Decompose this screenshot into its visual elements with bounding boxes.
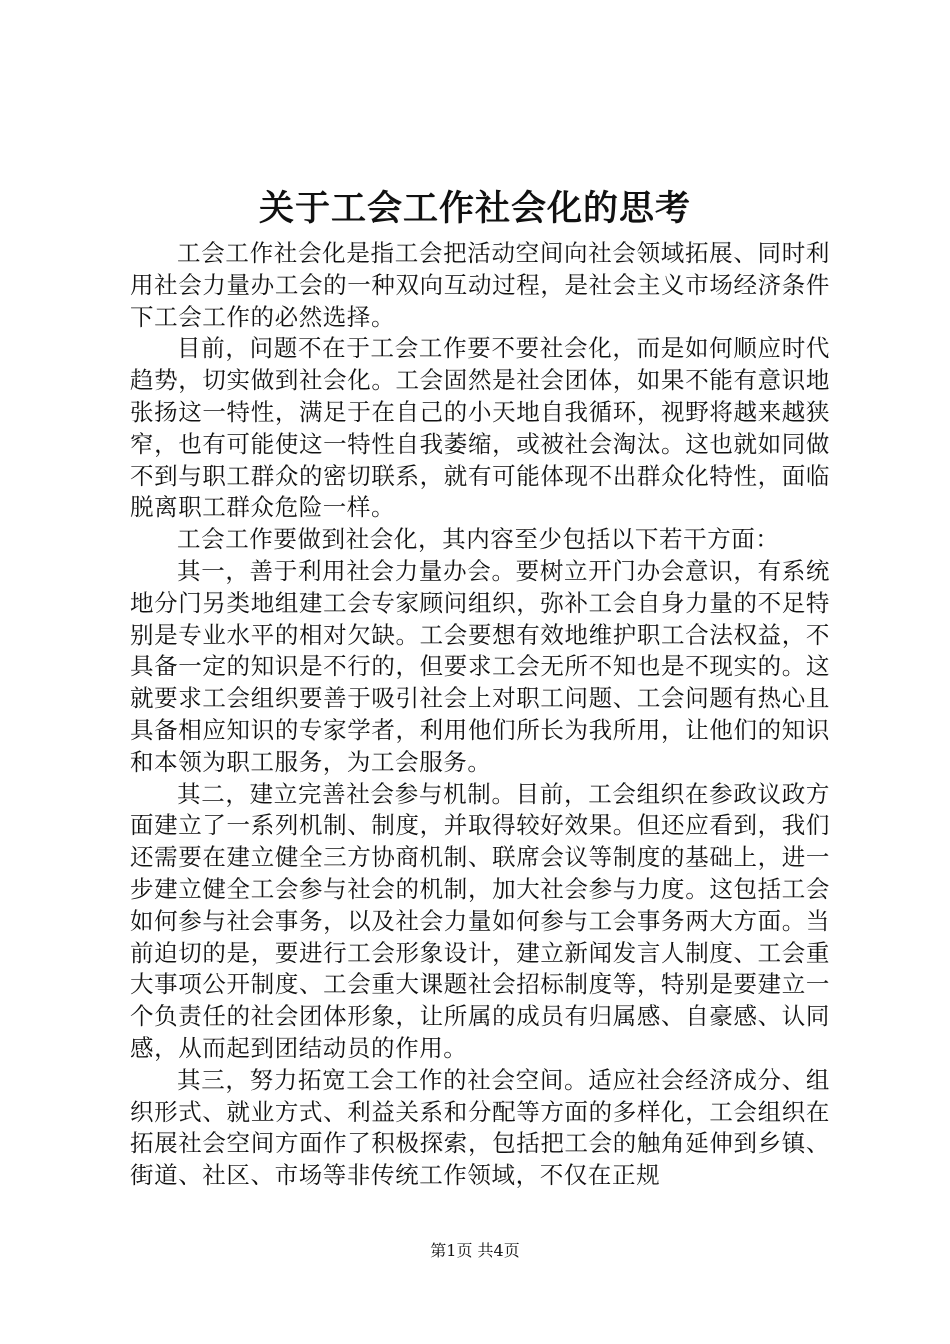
paragraph: 其三，努力拓宽工会工作的社会空间。适应社会经济成分、组织形式、就业方式、利益关系和分配等方面的多样化，工会组织在拓展社会空间方面作了积极探索，包括把工会的触角延伸到乡镇、街道、社区、市场等非传统工作领域，不仅在正规 [130,1065,830,1190]
document-body [130,238,830,1192]
page-number-footer: 第1页 共4页 [430,1241,520,1260]
paragraph: 工会工作要做到社会化，其内容至少包括以下若干方面： [177,525,780,554]
paragraph: 其二，建立完善社会参与机制。目前，工会组织在参政议政方面建立了一系列机制、制度，并取得较好效果。但还应看到，我们还需要在建立健全三方协商机制、联席会议等制度的基础上，进一步建立健全工会参与社会的机制，加大社会参与力度。这包括工会如何参与社会事务，以及社会力量如何参与工会事务两大方面。当前迫切的是，要进行工会形象设计，建立新闻发言人制度、工会重大事项公开制度、工会重大课题社会招标制度等，特别是要建立一个负责任的社会团体形象，让所属的成员有归属感、自豪感、认同感，从而起到团结动员的作用。 [130,779,830,1062]
paragraph: 其一，善于利用社会力量办会。要树立开门办会意识，有系统地分门另类地组建工会专家顾问组织，弥补工会自身力量的不足特别是专业水平的相对欠缺。工会要想有效地维护职工合法权益，不具备一定的知识是不行的，但要求工会无所不知也是不现实的。这就要求工会组织要善于吸引社会上对职工问题、工会问题有热心且具备相应知识的专家学者，利用他们所长为我所用，让他们的知识和本领为职工服务，为工会服务。 [130,556,830,776]
paragraph: 目前，问题不在于工会工作要不要社会化，而是如何顺应时代趋势，切实做到社会化。工会固然是社会团体，如果不能有意识地张扬这一特性，满足于在自己的小天地自我循环，视野将越来越狭窄，也有可能使这一特性自我萎缩，或被社会淘汰。这也就如同做不到与职工群众的密切联系，就有可能体现不出群众化特性，面临脱离职工群众危险一样。 [130,334,830,522]
paragraph: 工会工作社会化是指工会把活动空间向社会领域拓展、同时利用社会力量办工会的一种双向互动过程，是社会主义市场经济条件下工会工作的必然选择。 [130,239,830,331]
document-title: 关于工会工作社会化的思考 [258,188,691,229]
